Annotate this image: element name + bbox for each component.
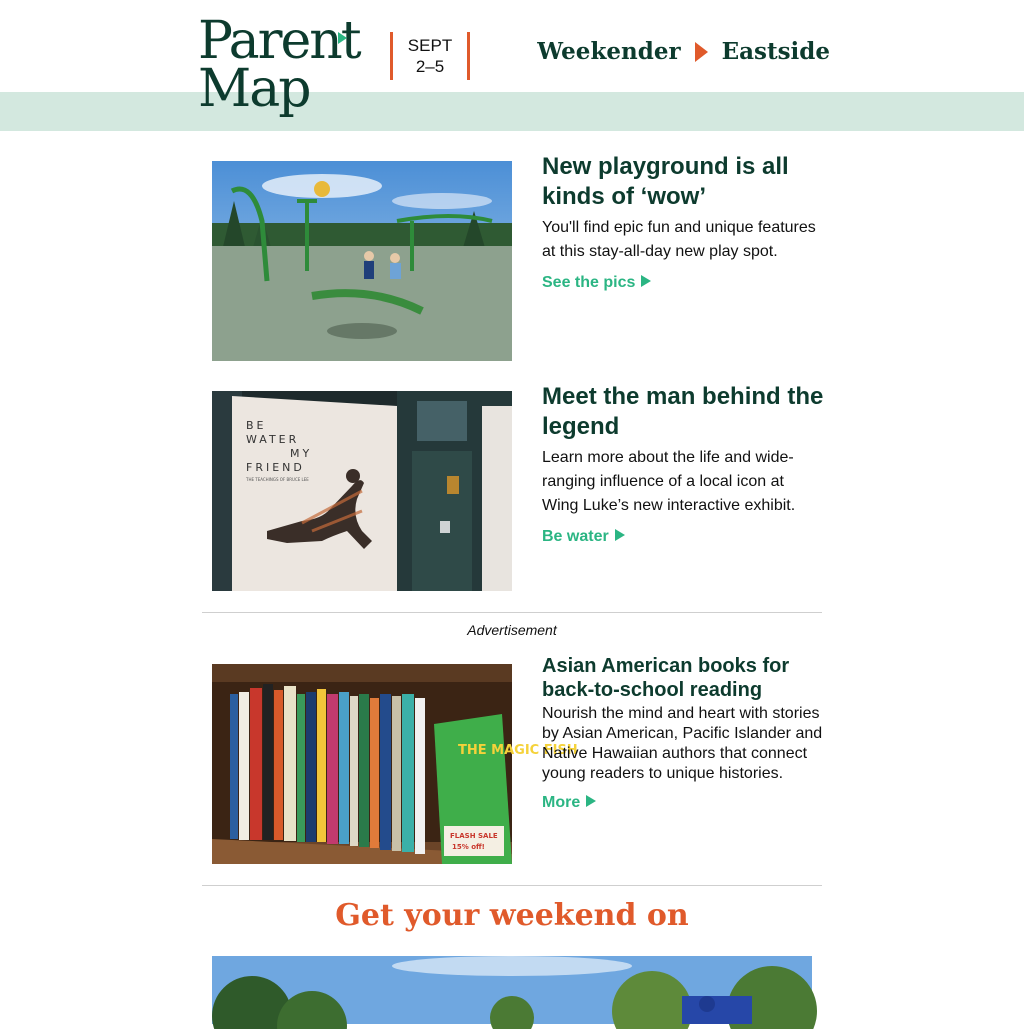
exhibit-text-3: MY bbox=[290, 447, 313, 460]
logo-play-icon bbox=[338, 32, 347, 44]
be-water-link[interactable] bbox=[542, 528, 625, 546]
weekend-photo[interactable] bbox=[212, 956, 812, 1024]
advertisement-label: Advertisement bbox=[467, 622, 557, 638]
playground-photo[interactable] bbox=[212, 161, 512, 361]
exhibit-text-4: FRIEND bbox=[246, 461, 305, 474]
ad-description: Nourish the mind and heart with stories by Asian American, Pacific Islander and Native Hawaiian authors that connect young readers to unique histories. bbox=[542, 705, 823, 782]
ad-title[interactable]: Asian American books for back-to-school reading bbox=[542, 655, 790, 701]
cta-label: More bbox=[542, 794, 581, 811]
more-link[interactable] bbox=[542, 794, 596, 812]
article-text bbox=[542, 153, 824, 292]
parentmap-logo[interactable] bbox=[198, 11, 360, 119]
edition-region: Eastside bbox=[721, 38, 830, 65]
flash-sale-text: FLASH SALE bbox=[450, 832, 498, 840]
arrow-right-icon bbox=[695, 42, 708, 62]
exhibit-text-1: BE bbox=[246, 419, 267, 432]
article-title[interactable]: Meet the man behind the legend bbox=[542, 383, 824, 440]
book-cover-text: THE MAGIC FISH bbox=[458, 743, 578, 758]
divider bbox=[202, 612, 822, 613]
edition-label bbox=[537, 38, 830, 65]
issue-date bbox=[390, 32, 470, 80]
ad-text bbox=[542, 655, 824, 812]
logo-word-2: Map bbox=[198, 58, 310, 119]
article-title[interactable]: New playground is all kinds of ‘wow’ bbox=[542, 153, 789, 210]
exhibit-subtitle: THE TEACHINGS OF BRUCE LEE bbox=[246, 477, 309, 482]
play-icon bbox=[615, 529, 625, 541]
issue-days: 2–5 bbox=[415, 57, 445, 76]
article-description: You'll find epic fun and unique features at this stay-all-day new play spot. bbox=[542, 219, 816, 260]
see-pics-link[interactable] bbox=[542, 274, 651, 292]
header-band bbox=[0, 92, 1024, 131]
article-description: Learn more about the life and wide-ranging influence of a local icon at Wing Luke’s new interactive exhibit. bbox=[542, 449, 796, 514]
exhibit-photo[interactable] bbox=[212, 391, 512, 591]
section-heading: Get your weekend on bbox=[335, 898, 689, 933]
divider bbox=[202, 885, 822, 886]
cta-label: Be water bbox=[542, 528, 609, 545]
play-icon bbox=[586, 795, 596, 807]
article-text bbox=[542, 383, 824, 546]
play-icon bbox=[641, 275, 651, 287]
issue-month: SEPT bbox=[407, 36, 453, 55]
exhibit-text-2: WATER bbox=[246, 433, 300, 446]
discount-text: 15% off! bbox=[452, 843, 485, 851]
cta-label: See the pics bbox=[542, 274, 636, 291]
logo-word-1: Parent bbox=[198, 11, 360, 71]
newsletter-header bbox=[0, 0, 1024, 131]
edition-name: Weekender bbox=[537, 38, 681, 65]
